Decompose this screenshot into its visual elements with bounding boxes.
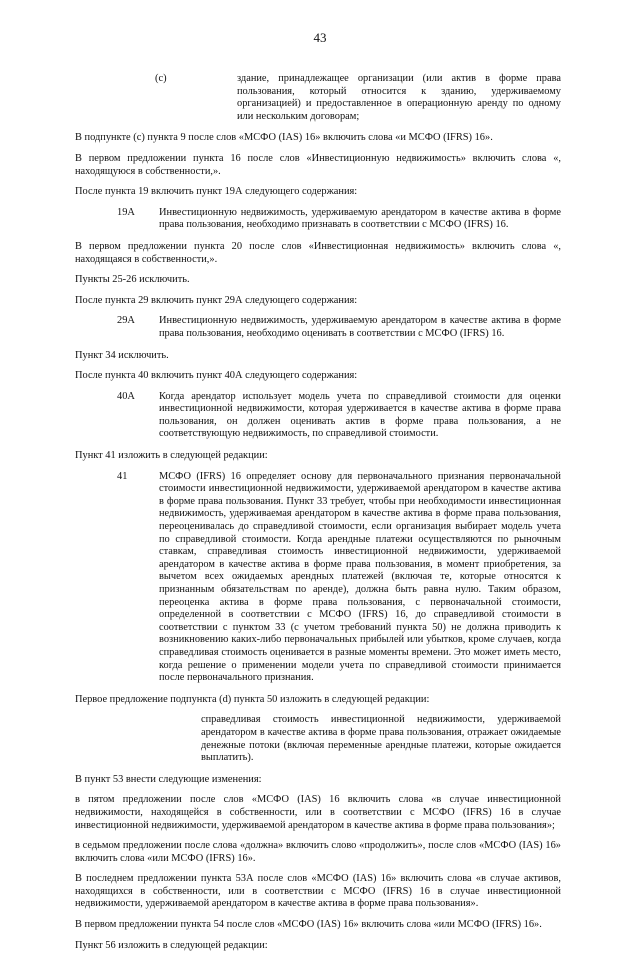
page-number: 43 xyxy=(313,30,327,45)
clause-19a-number: 19А xyxy=(117,206,135,218)
clause-29a-text: Инвестиционную недвижимость, удерживаемую арендатором в качестве актива в форме права пользования, необходимо оценивать в соответствии с МСФО (IFRS) 16. xyxy=(159,315,561,339)
clause-41 xyxy=(75,471,561,685)
paragraph-6: После пункта 29 включить пункт 29А следующего содержания: xyxy=(75,294,358,306)
paragraph-14: В последнем предложении пункта 53А после слов «МСФО (IAS) 16» включить слова «в случае активов, находящихся в собственности, или в соответствии с МСФО (IFRS) 16 в случае инвестиционной недвижимости, удерживаемой арендатором в качестве актива в форме права пользования». xyxy=(75,873,561,910)
paragraph-3: После пункта 19 включить пункт 19А следующего содержания: xyxy=(75,186,358,198)
subitem-c-text: здание, принадлежащее организации (или актив в форме права пользования, который относится к зданию, удерживаемому организацией) и предоставленное в операционную аренду по одному или нескольким договорам; xyxy=(237,73,561,122)
clause-40a xyxy=(75,391,561,441)
paragraph-1: В подпункте (c) пункта 9 после слов «МСФО (IAS) 16» включить слова «и МСФО (IFRS) 16». xyxy=(75,132,493,144)
clause-40a-number: 40А xyxy=(117,390,135,402)
subitem-c xyxy=(75,73,561,123)
paragraph-5: Пункты 25-26 исключить. xyxy=(75,274,190,286)
clause-29a xyxy=(75,315,561,340)
clause-41-text: МСФО (IFRS) 16 определяет основу для первоначального признания первоначальной стоимости инвестиционной недвижимости, удерживаемой арендатором в качестве актива в форме права пользования. Пункт 33 требует, чтобы при необходимости инвестиционная недвижимость, удерживаемая арендатором в качестве актива в форме права пользования, переоценивалась до справедливой стоимости, если организация выбирает модель учета по справедливой стоимости. Когда арендные платежи осуществляются по рыночным ставкам, справедливая стоимость инвестиционной недвижимости, удерживаемой арендатором в качестве актива в форме права пользования, в момент приобретения, за вычетом всех ожидаемых арендных платежей (включая те, которые относятся к признанным обязательствам по аренде), должна быть равна нулю. Таким образом, переоценка актива в форме права пользования, с первоначальной стоимости, определенной в соответствии с МСФО (IFRS) 16, до справедливой стоимости в соответствии с пунктом 33 (с учетом требований пункта 50) не должна приводить к возникновению каких-либо первоначальных прибылей или убытков, кроме случаев, когда справедливая стоимость оценивается в разные моменты времени. Это может иметь место, когда решение о применении модели учета по справедливой стоимости принимается после первоначального признания. xyxy=(159,470,561,684)
paragraph-16: Пункт 56 изложить в следующей редакции: xyxy=(75,939,268,951)
paragraph-2: В первом предложении пункта 16 после слов «Инвестиционную недвижимость» включить слова «, находящуюся в собственности,». xyxy=(75,152,561,177)
paragraph-12: в пятом предложении после слов «МСФО (IAS) 16 включить слова «в случае инвестиционной недвижимости, находящейся в собственности, или в соответствии с МСФО (IFRS) 16 в случае инвестиционной недвижимости, удерживаемой арендатором в качестве актива в форме права пользования»; xyxy=(75,794,561,831)
clause-29a-number: 29А xyxy=(117,315,135,327)
document-body xyxy=(75,73,561,960)
paragraph-9: Пункт 41 изложить в следующей редакции: xyxy=(75,450,268,462)
paragraph-7: Пункт 34 исключить. xyxy=(75,349,169,361)
clause-40a-text: Когда арендатор использует модель учета по справедливой стоимости для оценки инвестиционной недвижимости, которая удерживается в качестве актива в форме права пользования, он должен оценивать актив в форме права пользования, а не соответствующую недвижимость, по справедливой стоимости. xyxy=(159,390,561,440)
paragraph-10: Первое предложение подпункта (d) пункта 50 изложить в следующей редакции: xyxy=(75,693,430,705)
clause-19a xyxy=(75,207,561,232)
clause-19a-text: Инвестиционную недвижимость, удерживаемую арендатором в качестве актива в форме права пользования, необходимо признавать в соответствии с МСФО (IFRS) 16. xyxy=(159,206,561,231)
paragraph-13: в седьмом предложении после слова «должна» включить слово «продолжить», после слов «МСФО (IAS) 16» включить слова «или МСФО (IFRS) 16». xyxy=(75,840,561,864)
clause-41-number: 41 xyxy=(117,470,128,482)
paragraph-15: В первом предложении пункта 54 после слов «МСФО (IAS) 16» включить слова «или МСФО (IFRS) 16». xyxy=(75,919,542,931)
subitem-c-number: (c) xyxy=(155,73,167,84)
paragraph-4: В первом предложении пункта 20 после слов «Инвестиционная недвижимость» включить слова «, находящаяся в собственности,». xyxy=(75,240,561,265)
paragraph-8: После пункта 40 включить пункт 40А следующего содержания: xyxy=(75,370,358,382)
quote-50d: справедливая стоимость инвестиционной недвижимости, удерживаемой арендатором в качестве актива в форме права пользования, отражает ожидаемые денежные потоки (включая переменные арендные платежи, которые ожидается выплатить). xyxy=(201,714,561,764)
paragraph-11: В пункт 53 внести следующие изменения: xyxy=(75,773,262,785)
